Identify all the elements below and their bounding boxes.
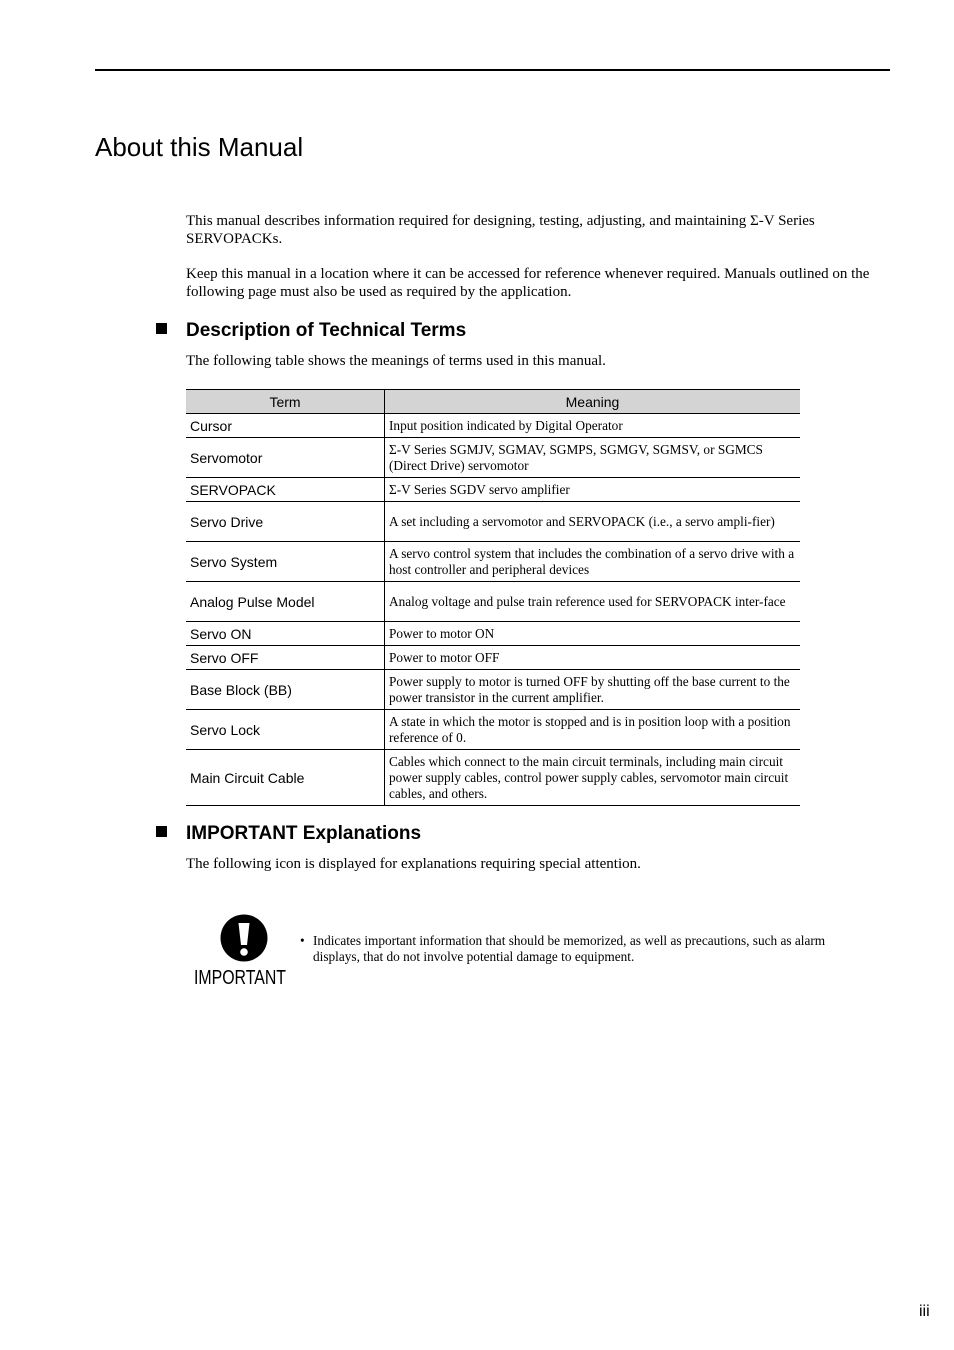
header-rule — [95, 69, 890, 71]
table-row — [186, 670, 800, 710]
intro-paragraph-1: This manual describes information required for designing, testing, adjusting, and maintaining Σ-V Series SERVOPACKs. — [186, 213, 815, 247]
meaning-cell: Power to motor OFF — [385, 646, 801, 670]
table-row — [186, 502, 800, 542]
terms-heading-text: Description of Technical Terms — [186, 320, 467, 341]
important-intro: The following icon is displayed for explanations requiring special attention. — [186, 856, 641, 872]
important-section-heading — [156, 823, 421, 845]
meaning-cell: Σ-V Series SGMJV, SGMAV, SGMPS, SGMGV, SGMSV, or SGMCS (Direct Drive) servomotor — [385, 438, 801, 478]
important-icon — [192, 914, 292, 989]
meaning-cell: A servo control system that includes the combination of a servo drive with a host controller and peripheral devices — [385, 542, 801, 582]
table-row — [186, 478, 800, 502]
term-cell: Servo System — [186, 542, 385, 582]
term-cell: Servo OFF — [186, 646, 385, 670]
column-header-term: Term — [186, 390, 385, 414]
page-title: About this Manual — [95, 132, 304, 162]
term-cell: SERVOPACK — [186, 478, 385, 502]
square-bullet-icon — [156, 826, 167, 837]
table-row — [186, 710, 800, 750]
table-row — [186, 414, 800, 438]
intro-paragraph-2: Keep this manual in a location where it can be accessed for reference whenever required. Manuals outlined on the following page must also be used as required by the application. — [186, 266, 870, 300]
term-cell: Main Circuit Cable — [186, 750, 385, 806]
table-header-row — [186, 390, 800, 414]
meaning-cell: Power supply to motor is turned OFF by shutting off the base current to the power transistor in the current amplifier. — [385, 670, 801, 710]
meaning-cell: Input position indicated by Digital Operator — [385, 414, 801, 438]
meaning-cell: A state in which the motor is stopped and is in position loop with a position reference of 0. — [385, 710, 801, 750]
important-note — [300, 933, 840, 965]
meaning-cell: Analog voltage and pulse train reference used for SERVOPACK inter-face — [385, 582, 801, 622]
table-row — [186, 622, 800, 646]
term-cell: Cursor — [186, 414, 385, 438]
term-cell: Base Block (BB) — [186, 670, 385, 710]
term-cell: Servo Lock — [186, 710, 385, 750]
table-row — [186, 750, 800, 806]
term-cell: Servomotor — [186, 438, 385, 478]
important-icon-label: IMPORTANT — [194, 967, 286, 989]
table-row — [186, 646, 800, 670]
meaning-cell: Power to motor ON — [385, 622, 801, 646]
exclamation-icon — [192, 914, 292, 989]
bullet-dot: • — [300, 933, 305, 948]
term-cell: Servo ON — [186, 622, 385, 646]
square-bullet-icon — [156, 323, 167, 334]
terms-intro: The following table shows the meanings of terms used in this manual. — [186, 353, 606, 369]
term-cell: Analog Pulse Model — [186, 582, 385, 622]
meaning-cell: Cables which connect to the main circuit terminals, including main circuit power supply cables, control power supply cables, servomotor main circuit cables, and others. — [385, 750, 801, 806]
term-cell: Servo Drive — [186, 502, 385, 542]
meaning-cell: Σ-V Series SGDV servo amplifier — [385, 478, 801, 502]
page-number: iii — [919, 1303, 930, 1320]
important-heading-text: IMPORTANT Explanations — [186, 823, 422, 844]
terms-section-heading — [156, 320, 466, 342]
important-note-text: Indicates important information that should be memorized, as well as precautions, such as alarm displays, that do not involve potential damage to equipment. — [313, 933, 826, 964]
table-row — [186, 582, 800, 622]
meaning-cell: A set including a servomotor and SERVOPACK (i.e., a servo ampli-fier) — [385, 502, 801, 542]
terms-table — [186, 389, 800, 806]
table-row — [186, 438, 800, 478]
table-row — [186, 542, 800, 582]
column-header-meaning: Meaning — [385, 390, 801, 414]
